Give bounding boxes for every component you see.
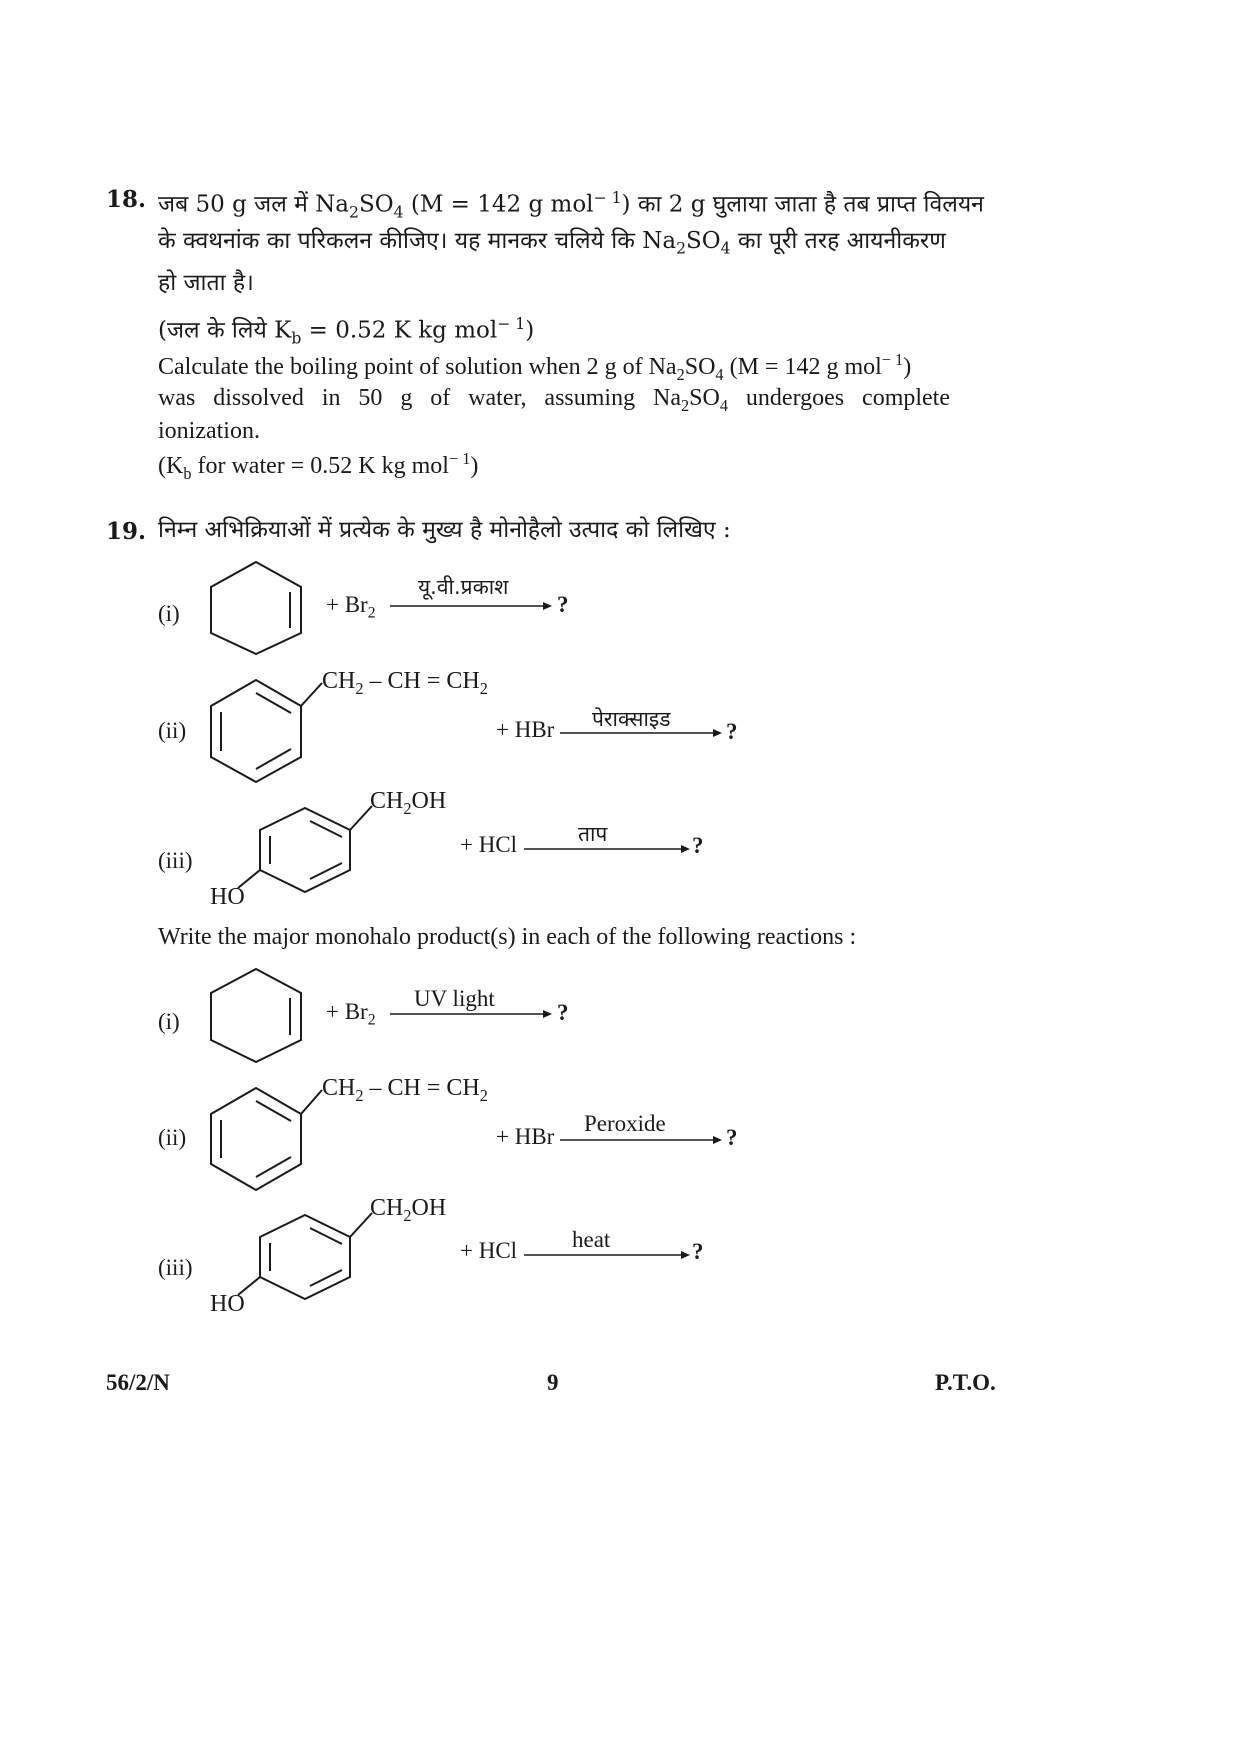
question-19-number: 19. — [106, 518, 147, 545]
footer-pto: P.T.O. — [935, 1370, 996, 1395]
hi-reaction-iii-product: ? — [692, 833, 704, 858]
en-reaction-ii-condition: Peroxide — [584, 1111, 666, 1136]
hi-reaction-iii-reagent: + HCl — [460, 832, 518, 857]
question-18-number: 18. — [106, 186, 147, 213]
en-ho-label: HO — [210, 1291, 245, 1317]
hi-allyl-chain-label: $CH_2$ – CH = $CH_2$ — [322, 668, 488, 698]
en-ch2oh-label: $CH_2OH$ — [370, 1195, 447, 1225]
en-reaction-iii-reagent: + HCl — [460, 1238, 518, 1263]
hi-reaction-i-condition: यू.वी.प्रकाश — [418, 575, 509, 599]
q18-hindi-kb: (जल के लिये $K_b = 0.52$ K kg mol$^{- 1}$) — [158, 314, 535, 348]
q19-hindi-prompt: निम्न अभिक्रियाओं में प्रत्येक के मुख्य है मोनोहैलो उत्पाद को लिखिए : — [158, 517, 731, 543]
en-allyl-chain-label: $CH_2$ – CH = $CH_2$ — [322, 1075, 488, 1105]
en-reaction-iii-condition: heat — [572, 1227, 611, 1252]
hi-reaction-iii-label: (iii) — [158, 848, 193, 873]
q19-english-prompt: Write the major monohalo product(s) in each of the following reactions : — [158, 924, 857, 950]
hi-reaction-ii-label: (ii) — [158, 718, 187, 743]
en-reaction-i-product: ? — [557, 1000, 569, 1025]
footer-page-number: 9 — [547, 1370, 559, 1395]
q18-hindi-line-3: हो जाता है। — [158, 270, 254, 296]
hi-reaction-i-product: ? — [557, 592, 569, 617]
q18-hindi-line-2: के क्वथनांक का परिकलन कीजिए। यह मानकर चलिये कि $Na_2SO_4$ का पूरी तरह आयनीकरण — [158, 228, 946, 258]
hi-ho-label: HO — [210, 884, 245, 910]
en-reaction-ii-reagent: + HBr — [496, 1124, 555, 1149]
en-reaction-ii-product: ? — [726, 1125, 738, 1150]
hi-reaction-i-label: (i) — [158, 601, 180, 626]
hi-reaction-i-reagent: + $Br_2$ — [326, 592, 376, 622]
q18-english-line-3: ionization. — [158, 418, 260, 444]
en-reaction-i-condition: UV light — [414, 986, 495, 1011]
hi-reaction-ii-product: ? — [726, 719, 738, 744]
q18-english-line-2: was dissolved in 50 g of water, assuming $Na_2SO_4$ undergoes complete — [158, 385, 951, 415]
hi-reaction-iii-condition: ताप — [578, 822, 608, 846]
q18-hindi-line-1: जब 50 g जल में $Na_2SO_4$ (M = 142 g mol$^{- 1}$) का 2 g घुलाया जाता है तब प्राप्त विलयन — [158, 188, 984, 222]
en-reaction-i-label: (i) — [158, 1009, 180, 1034]
en-reaction-iii-label: (iii) — [158, 1255, 193, 1280]
hi-reaction-ii-reagent: + HBr — [496, 717, 555, 742]
en-reaction-iii-product: ? — [692, 1239, 704, 1264]
en-reaction-i-reagent: + $Br_2$ — [326, 999, 376, 1029]
q18-english-line-1: Calculate the boiling point of solution when 2 g of $Na_2SO_4$ (M = 142 g mol$^{- 1}$) — [158, 350, 912, 384]
q18-english-kb: ($K_b$ for water = 0.52 K kg mol$^{- 1}$) — [158, 449, 479, 483]
en-reaction-iii-arrow — [0, 0, 1, 1]
hi-ch2oh-label: $CH_2OH$ — [370, 788, 447, 818]
hi-reaction-ii-condition: पेराक्साइड — [592, 707, 671, 731]
footer-paper-code: 56/2/N — [106, 1370, 170, 1395]
en-reaction-ii-label: (ii) — [158, 1125, 187, 1150]
